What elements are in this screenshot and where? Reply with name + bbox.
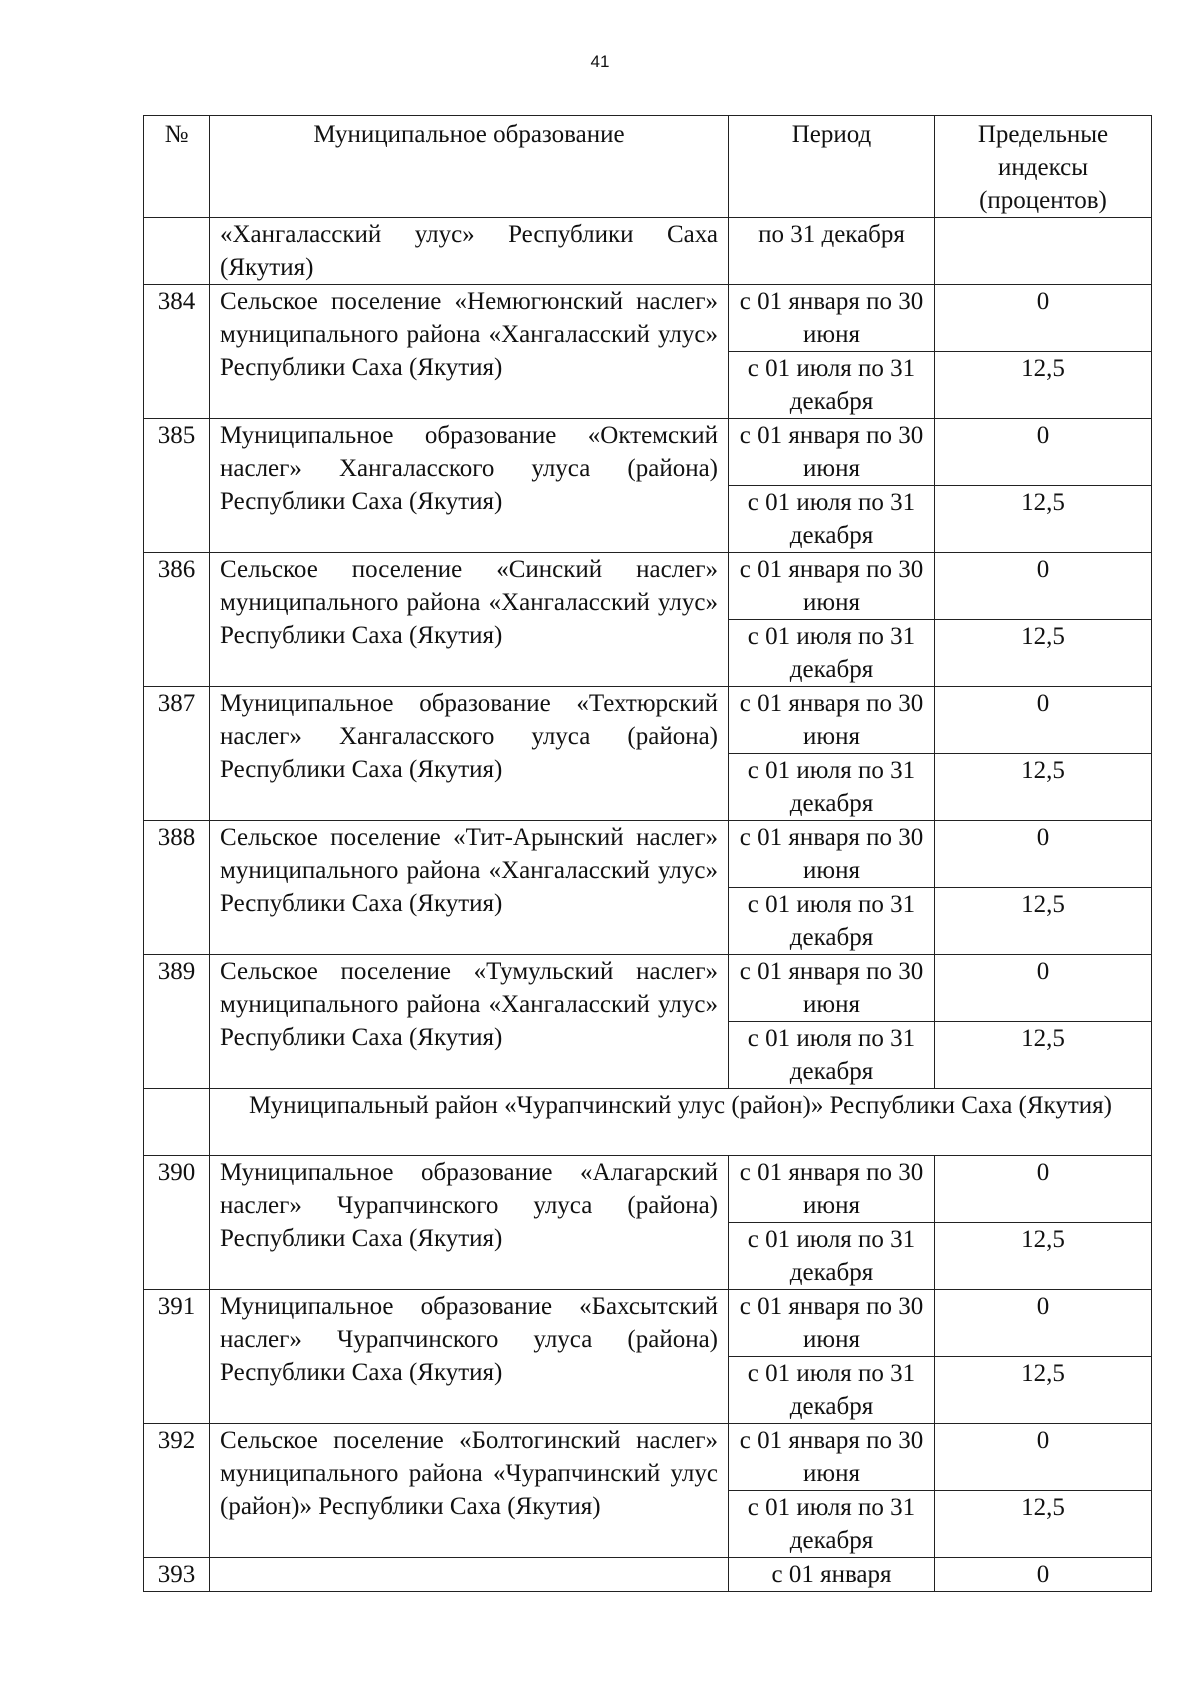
row-period: с 01 января по 30 июня: [729, 1156, 935, 1223]
row-index: 0: [935, 821, 1152, 888]
row-municipality: Муниципальное образование «Октемский наслег» Хангаласского улуса (района) Республики Саха (Якутия): [210, 419, 729, 553]
page-number: 41: [590, 52, 610, 71]
row-period: с 01 июля по 31 декабря: [729, 352, 935, 419]
row-number: 388: [144, 821, 210, 955]
row-index: 0: [935, 553, 1152, 620]
row-municipality: Сельское поселение «Болтогинский наслег» муниципального района «Чурапчинский улус (район)» Республики Саха (Якутия): [210, 1424, 729, 1558]
table-row: [144, 419, 1152, 486]
row-index: 12,5: [935, 1022, 1152, 1089]
row-period: с 01 января по 30 июня: [729, 955, 935, 1022]
table-row: [144, 687, 1152, 754]
row-period: с 01 июля по 31 декабря: [729, 1223, 935, 1290]
table-header-row: [144, 116, 1152, 218]
district-heading: Муниципальный район «Чурапчинский улус (район)» Республики Саха (Якутия): [210, 1089, 1152, 1156]
row-number: 391: [144, 1290, 210, 1424]
row-municipality: Сельское поселение «Тит-Арынский наслег» муниципального района «Хангаласский улус» Республики Саха (Якутия): [210, 821, 729, 955]
row-period: с 01 января по 30 июня: [729, 419, 935, 486]
table-row: [144, 955, 1152, 1022]
row-index: 12,5: [935, 1491, 1152, 1558]
header-index: Предельные индексы (процентов): [935, 116, 1152, 218]
row-number: 384: [144, 285, 210, 419]
row-index: 12,5: [935, 620, 1152, 687]
row-index: 0: [935, 955, 1152, 1022]
row-period: с 01 июля по 31 декабря: [729, 888, 935, 955]
row-period: с 01 июля по 31 декабря: [729, 486, 935, 553]
row-period: с 01 января по 30 июня: [729, 553, 935, 620]
header-period: Период: [729, 116, 935, 218]
row-period: с 01 июля по 31 декабря: [729, 1022, 935, 1089]
row-index: 0: [935, 687, 1152, 754]
table-row: [144, 1558, 1152, 1592]
row-number: [144, 1089, 210, 1156]
row-period: с 01 июля по 31 декабря: [729, 754, 935, 821]
row-index: 12,5: [935, 1223, 1152, 1290]
row-period: с 01 января по 30 июня: [729, 821, 935, 888]
row-index: 0: [935, 285, 1152, 352]
row-number: 386: [144, 553, 210, 687]
row-index: 0: [935, 1558, 1152, 1592]
row-municipality: Сельское поселение «Немюгюнский наслег» муниципального района «Хангаласский улус» Республики Саха (Якутия): [210, 285, 729, 419]
row-municipality: Муниципальное образование «Техтюрский наслег» Хангаласского улуса (района) Республики Саха (Якутия): [210, 687, 729, 821]
row-index: 12,5: [935, 1357, 1152, 1424]
row-index: 12,5: [935, 754, 1152, 821]
table-row: [144, 1290, 1152, 1357]
table-row: [144, 1424, 1152, 1491]
table-row: [144, 285, 1152, 352]
row-municipality: Сельское поселение «Синский наслег» муниципального района «Хангаласский улус» Республики Саха (Якутия): [210, 553, 729, 687]
table-row: [144, 1156, 1152, 1223]
row-period: с 01 января: [729, 1558, 935, 1592]
table-row: [144, 553, 1152, 620]
row-index: 12,5: [935, 486, 1152, 553]
row-municipality: Муниципальное образование «Бахсытский наслег» Чурапчинского улуса (района) Республики Саха (Якутия): [210, 1290, 729, 1424]
row-number: 392: [144, 1424, 210, 1558]
header-municipality: Муниципальное образование: [210, 116, 729, 218]
row-number: 385: [144, 419, 210, 553]
row-municipality: Сельское поселение «Тумульский наслег» муниципального района «Хангаласский улус» Республики Саха (Якутия): [210, 955, 729, 1089]
row-index: 0: [935, 419, 1152, 486]
row-period: с 01 июля по 31 декабря: [729, 620, 935, 687]
row-period: с 01 января по 30 июня: [729, 1424, 935, 1491]
row-number: 390: [144, 1156, 210, 1290]
header-number: №: [144, 116, 210, 218]
row-number: 387: [144, 687, 210, 821]
row-index: 0: [935, 1424, 1152, 1491]
row-index: [935, 218, 1152, 285]
row-period: с 01 июля по 31 декабря: [729, 1491, 935, 1558]
row-period: с 01 июля по 31 декабря: [729, 1357, 935, 1424]
row-index: 12,5: [935, 352, 1152, 419]
row-index: 0: [935, 1290, 1152, 1357]
row-number: 389: [144, 955, 210, 1089]
district-heading-row: [144, 1089, 1152, 1156]
row-index: 0: [935, 1156, 1152, 1223]
row-period: с 01 января по 30 июня: [729, 1290, 935, 1357]
row-period: с 01 января по 30 июня: [729, 285, 935, 352]
tariff-index-table: [143, 115, 1152, 1592]
row-number: [144, 218, 210, 285]
row-municipality: Муниципальное образование «Алагарский наслег» Чурапчинского улуса (района) Республики Саха (Якутия): [210, 1156, 729, 1290]
row-period: по 31 декабря: [729, 218, 935, 285]
table-row: [144, 821, 1152, 888]
row-index: 12,5: [935, 888, 1152, 955]
row-municipality: «Хангаласский улус» Республики Саха (Якутия): [210, 218, 729, 285]
row-number: 393: [144, 1558, 210, 1592]
row-period: с 01 января по 30 июня: [729, 687, 935, 754]
continuation-row: [144, 218, 1152, 285]
row-municipality: [210, 1558, 729, 1592]
